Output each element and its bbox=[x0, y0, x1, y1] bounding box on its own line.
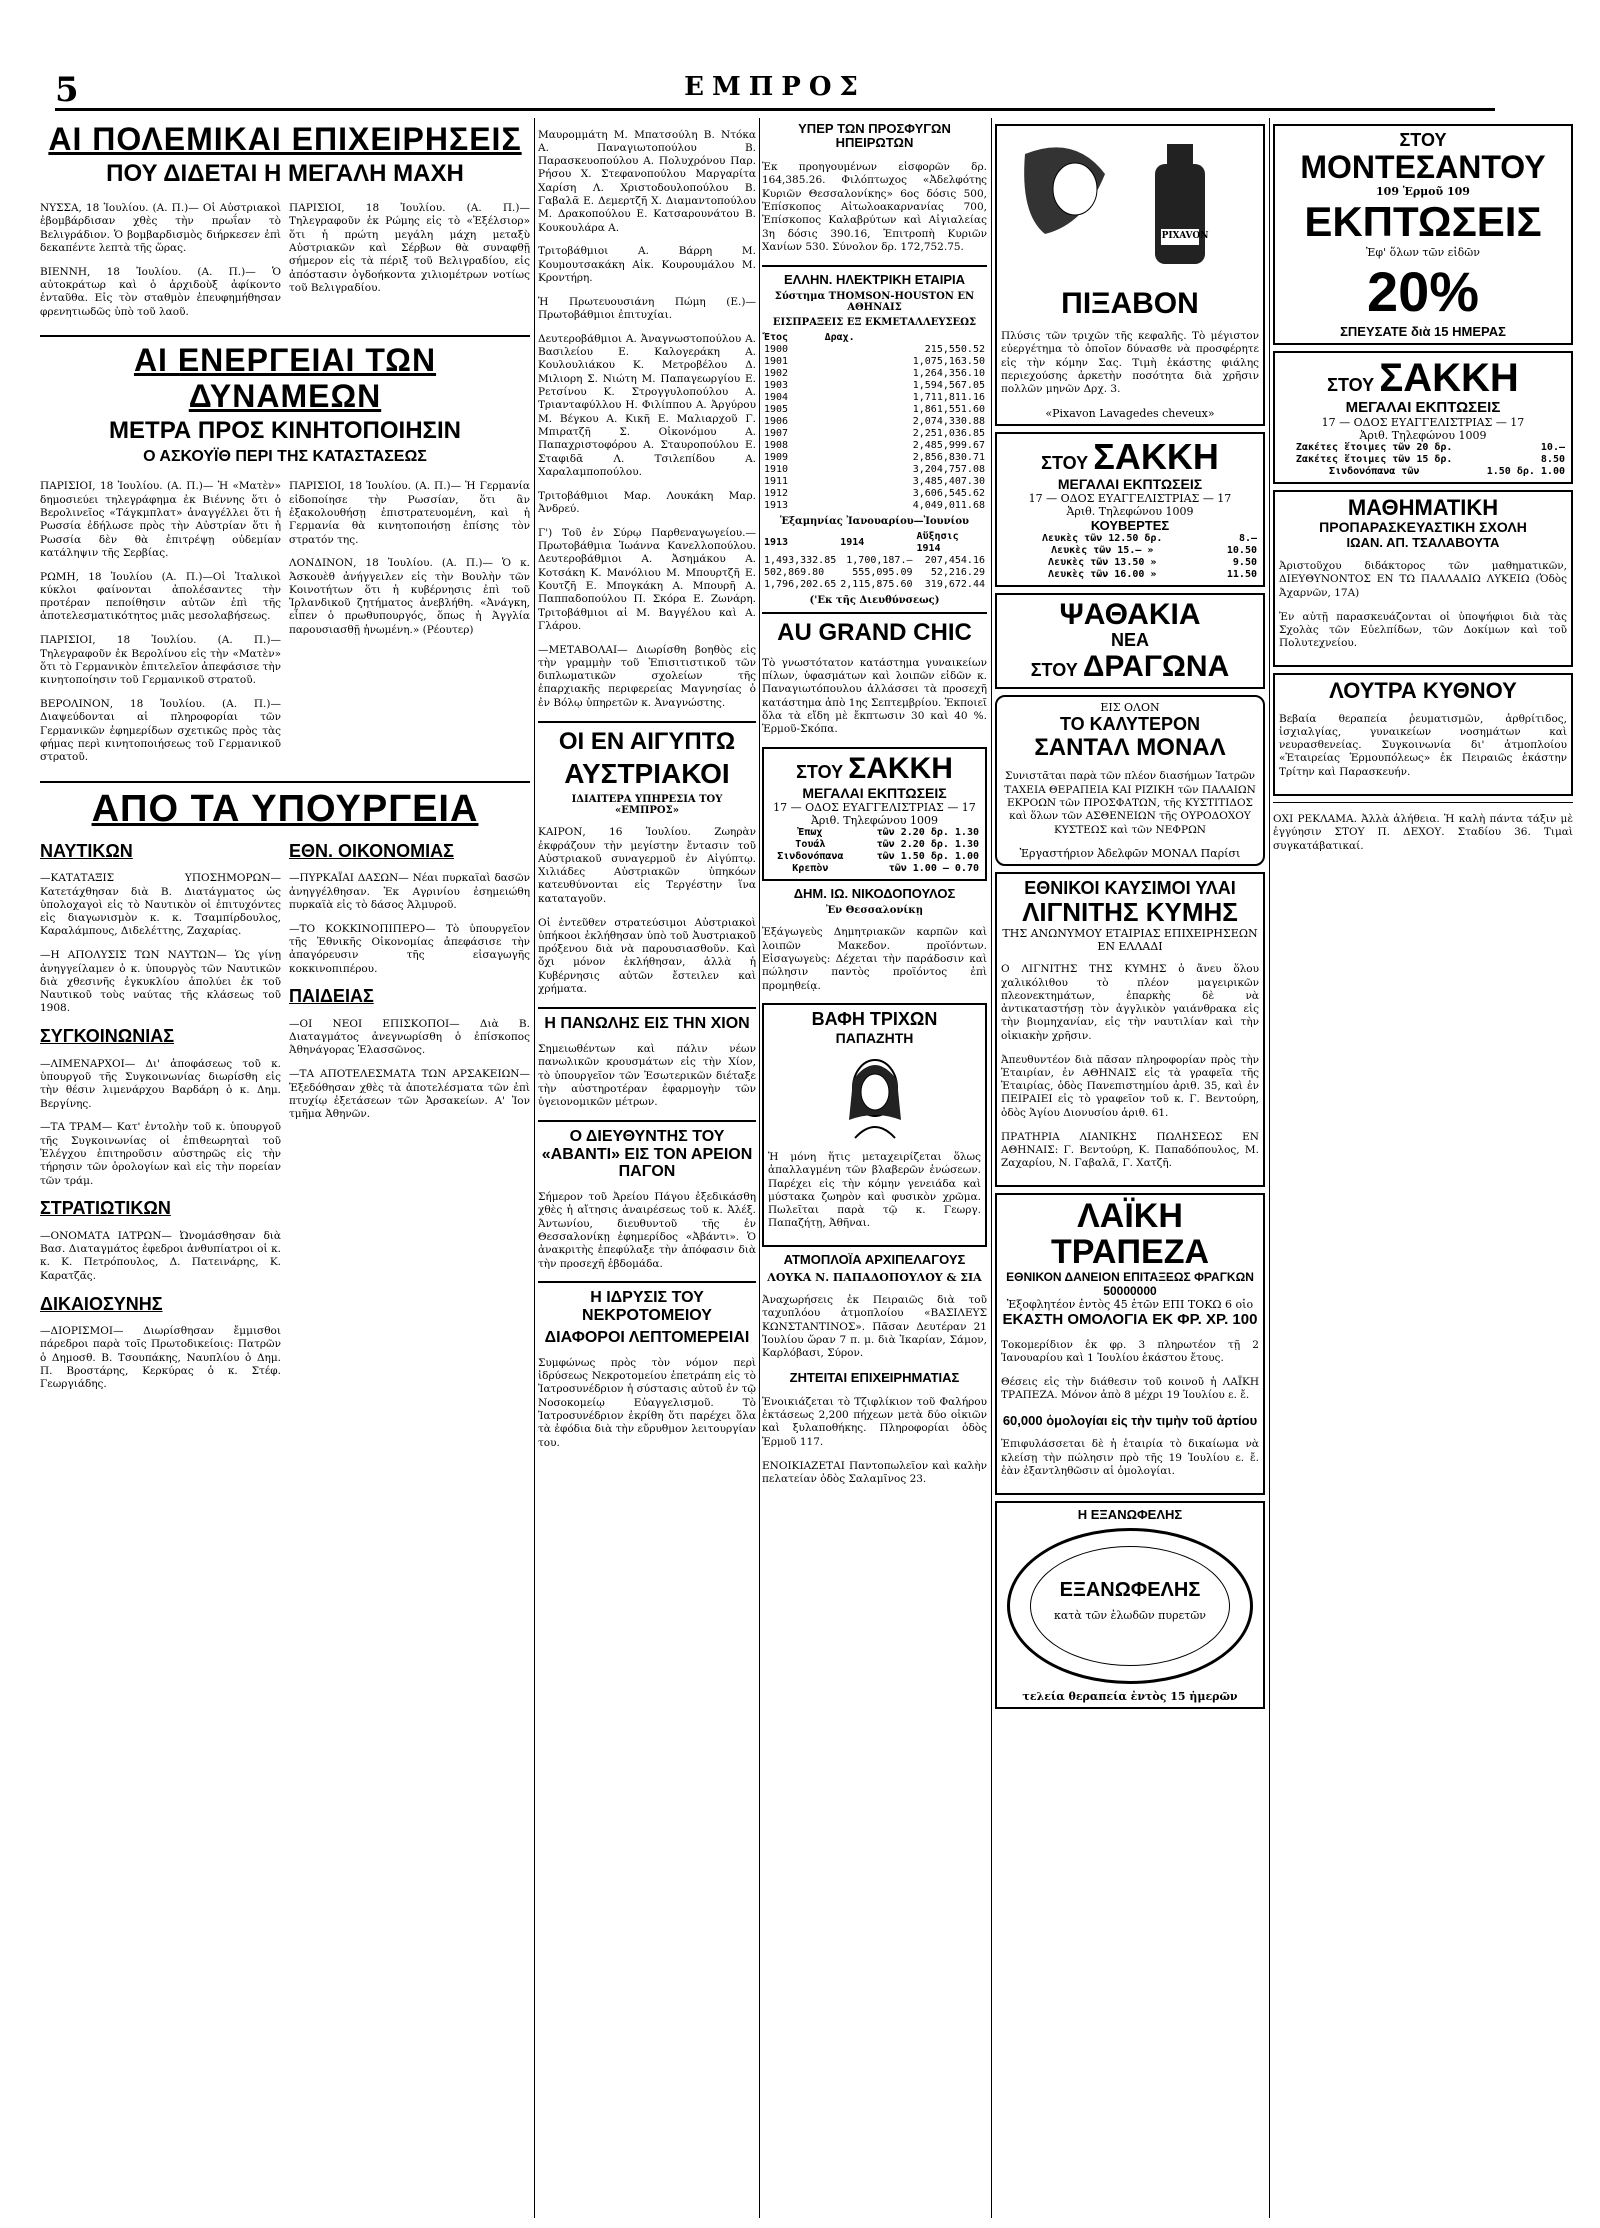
column-rule bbox=[991, 118, 992, 2218]
table-cell: 3,204,757.08 bbox=[912, 463, 985, 475]
table-cell: 207,454.16 bbox=[924, 554, 985, 566]
headline-morgue: Η ΙΔΡΥΣΙΣ ΤΟΥ ΝΕΚΡΟΤΟΜΕΙΟΥ bbox=[582, 1289, 712, 1325]
ad-psathakia bbox=[995, 593, 1265, 689]
ad-headline: ΕΚΠΤΩΣΕΙΣ bbox=[1304, 197, 1542, 245]
column-3 bbox=[762, 118, 987, 2218]
table-cell: 1,861,551.60 bbox=[912, 403, 985, 415]
table-cell: 1903 bbox=[764, 379, 789, 391]
price-row bbox=[768, 827, 981, 839]
ad-kythnos-baths bbox=[1273, 673, 1573, 796]
ad-discount: 20% bbox=[1366, 259, 1480, 323]
receipts-row bbox=[762, 416, 987, 428]
article-paragraph: ΠΑΡΙΣΙΟΙ, 18 Ἰουλίου. (Α. Π.)— Τηλεγραφοῦν ἐκ Ρώμης εἰς τὸ «Ἐξέλσιορ» ὅτι ἡ πρώτη μεγάλη μάχη μεταξὺ Αὐστριακῶν καὶ Σέρβων θὰ συναφθῇ σήμερον εἰς τὰ πέριξ τοῦ Βελιγραδίου, εἰς ἀπόστασιν ὀγδοήκοντα χιλιομέτρων νοτίως τοῦ Βελιγραδίου. bbox=[289, 202, 530, 294]
price-row bbox=[1279, 454, 1567, 466]
article-paragraph: Τὸ γνωστότατον κατάστημα γυναικείων πίλων, ὑφασμάτων καὶ λοιπῶν εἰδῶν κ. Παναγιωτόπουλου ἀλλάσσει τὰ προσεχῆ κατάστημα ἀπὸ 1ης Σεπτεμβρίου. Ἐκποιεῖ ὅλα τὰ εἴδη μὲ ἔκπτωσιν 30 καὶ 40 %. Ἑρμοῦ-Σκόπα. bbox=[762, 656, 987, 736]
masthead bbox=[55, 70, 1495, 111]
article-paragraph: —ΠΥΡΚΑΪΑΙ ΔΑΣΩΝ— Νέαι πυρκαϊαὶ δασῶν ἀνηγγέλθησαν. Ἐκ Αγρινίου ἐσημειώθη πυρκαϊὰ εἰς τὸ δάσος Ἀλμυροῦ. bbox=[289, 872, 530, 911]
article-powers-actions bbox=[40, 470, 530, 775]
ad-brand: ΠΙΞΑΒΟΝ bbox=[1061, 287, 1199, 320]
table-cell: Κρεπὸν bbox=[792, 862, 829, 874]
table-cell: 1911 bbox=[764, 475, 789, 487]
table-cell: 10.50 bbox=[1226, 544, 1257, 556]
ad-exanofelis bbox=[995, 1501, 1265, 1709]
table-cell: 1913 bbox=[764, 499, 789, 511]
article-paragraph: —ΤΑ ΤΡΑΜ— Κατ' ἐντολὴν τοῦ κ. ὑπουργοῦ τῆς Συγκοινωνίας οἱ ἐπιθεωρηταὶ τοῦ Ἐλέγχου ἐπιτηροῦσιν αὐστηρῶς εἰς τὴν τήρησιν τῶν ὁρολογίων καὶ εἰς τὴν πορείαν τῶν τράμ. bbox=[40, 1121, 281, 1187]
ad-subtitle: ΝΕΑ bbox=[1110, 630, 1149, 651]
table-cell: 4,049,011.68 bbox=[912, 499, 985, 511]
page-number: 5 bbox=[55, 70, 79, 110]
woman-portrait-illustration bbox=[835, 1050, 915, 1140]
ad-montesantou bbox=[1273, 124, 1573, 345]
table-cell: τῶν 2.20 δρ. 1.30 bbox=[876, 838, 979, 850]
article-paragraph: Οἱ ἐντεῦθεν στρατεύσιμοι Αὐστριακοὶ ὑπήκοοι ἐκλήθησαν ὑπὸ τοῦ Ἀυστριακοῦ πρόξενου διὰ νὰ παρουσιασθοῦν. Καὶ ὅχι μόνον ἐκλήθησαν, ἀλλὰ ἡ Κυβέρνησις αὐτῶν ἔστειλεν καὶ χρήματα. bbox=[538, 916, 756, 996]
table-cell: 2,251,036.85 bbox=[912, 427, 985, 439]
ad-address: 17 — ΟΔΟΣ ΕΥΑΓΓΕΛΙΣΤΡΙΑΣ — 17 bbox=[1028, 491, 1232, 505]
ad-text: Ἐπιφυλάσσεται δὲ ἡ ἑταιρία τὸ δικαίωμα νὰ κλείσῃ τὴν πώλησιν πρὸ τῆς 19 Ἰουλίου ε. ἔ. ἐὰν ἐξαντληθῶσιν αἱ ὁμολογίαι. bbox=[1001, 1438, 1259, 1478]
receipts-row bbox=[762, 464, 987, 476]
ad-footer: «Pixavon Lavagedes cheveux» bbox=[1045, 406, 1215, 420]
ad-hair-dye bbox=[762, 1003, 987, 1247]
price-row bbox=[768, 851, 981, 863]
receipts-row bbox=[762, 500, 987, 512]
divider bbox=[40, 781, 530, 783]
table-cell: 1,700,187.— bbox=[846, 554, 913, 566]
ad-phone: Ἀριθ. Τηλεφώνου 1009 bbox=[810, 813, 939, 827]
ad-label: ΣΤΟΥ bbox=[796, 762, 844, 783]
table-cell: Λευκὲς τῶν 15.— » bbox=[1051, 544, 1154, 556]
article-paragraph: ΒΙΕΝΝΗ, 18 Ἰουλίου. (Α. Π.)— Ὁ αὐτοκράτωρ καὶ ὁ ἀρχιδοὺξ ἀφίκοντο ἐνταῦθα. Εἰς τὸν σταθμὸν ἐπευφημήθησαν φρενητιωδῶς ὑπὸ τοῦ λαοῦ. bbox=[40, 265, 281, 318]
article-paragraph: —ΜΕΤΑΒΟΛΑΙ— Διωρίσθη βοηθὸς εἰς τὴν γραμμὴν τοῦ Ἐπισιτιστικοῦ τῶν διπλωματικῶν σχολείων τῆς ἐπαρχιακῆς περιφερείας Μαγνησίας ὁ ἐν Βόλῳ ὑπηρετῶν κ. Ἀναγνώστης. bbox=[538, 643, 756, 709]
headline-electric-company: ΕΛΛΗΝ. ΗΛΕΚΤΡΙΚΗ ΕΤΑΙΡΙΑ bbox=[783, 271, 966, 287]
headline-war-operations: ΑΙ ΠΟΛΕΜΙΚΑΙ ΕΠΙΧΕΙΡΗΣΕΙΣ bbox=[48, 121, 522, 157]
section-communications: ΣΥΓΚΟΙΝΩΝΙΑΣ bbox=[40, 1026, 175, 1047]
article-paragraph: Δευτεροβάθμιοι Α. Ἀναγνωστοπούλου Α. Βασιλείου Ε. Καλογεράκη Α. Κουλουλιάκου Κ. Μετροβέλου Δ. Μιλιορη Σ. Νιώτη Μ. Παπαγεωργίου Ε. Ρετσίνου Κ. Στρογγυλοπούλου Α. Τριανταφύλλου Η. Φιλίππου Α. Ἀργύρου Μ. Βέγκου Α. Κικῆ Ε. Μαλιαρχοῦ Γ. Μπιρατζῆ Σ. Οἰκονόμου Α. Παπαχριστοφόρου Α. Σταυροπούλου Ε. Σταφιδᾶ Λ. Τσιλεπίδου Α. Χαραλαμποπούλου. bbox=[538, 332, 756, 478]
article-paragraph: Ἡ Πρωτευουσιάνη Πώμη (Ε.)—Πρωτοβάθμιοι ἐπιτυχίαι. bbox=[538, 295, 756, 322]
divider bbox=[538, 1281, 756, 1283]
table-header-cell: Αὔξησις 1914 bbox=[916, 530, 959, 554]
price-row bbox=[768, 863, 981, 875]
ad-price-table bbox=[1001, 533, 1259, 581]
ad-text: Τοκομερίδιον ἐκ φρ. 3 πληρωτέον τῇ 2 Ἰανουαρίου καὶ 1 Ἰουλίου ἑκάστου ἔτους. bbox=[1001, 1338, 1259, 1365]
receipts-row bbox=[762, 452, 987, 464]
ad-text: Ἐφ' ὅλων τῶν εἰδῶν bbox=[1366, 245, 1480, 259]
section-justice: ΔΙΚΑΙΟΣΥΝΗΣ bbox=[40, 1293, 163, 1314]
ad-brand: ΣΑΝΤΑΛ ΜΟΝΑΛ bbox=[1034, 733, 1226, 761]
article-paragraph: Σημειωθέντων καὶ πάλιν νέων πανωλικῶν κρουσμάτων εἰς τὴν Χίον, τὸ ὑπουργεῖον τῶν Ἐσωτερικῶν διέταξε τὴν αὐστηροτέραν ἐφαρμογὴν τῶν ὑγειονομικῶν μέτρων. bbox=[538, 1042, 756, 1109]
ad-brand: ΣΑΚΚΗ bbox=[848, 752, 953, 786]
ad-sakki-2 bbox=[995, 432, 1265, 587]
subhead-special-service: ΙΔΙΑΙΤΕΡΑ ΥΠΗΡΕΣΙΑ ΤΟΥ «ΕΜΠΡΟΣ» bbox=[571, 793, 723, 816]
section-military: ΣΤΡΑΤΙΩΤΙΚΩΝ bbox=[40, 1198, 171, 1219]
article-war-operations bbox=[40, 192, 530, 330]
semester-table bbox=[762, 531, 987, 591]
ad-title: ΒΑΦΗ ΤΡΙΧΩΝ bbox=[811, 1009, 938, 1030]
seal-text: κατὰ τῶν ἑλωδῶν πυρετῶν bbox=[1054, 1608, 1206, 1622]
ad-title: ΛΑΪΚΗ ΤΡΑΠΕΖΑ bbox=[1050, 1196, 1210, 1271]
ad-category: ΚΟΥΒΕΡΤΕΣ bbox=[1090, 517, 1170, 533]
ad-text: Συνιστᾶται παρὰ τῶν πλέον διασήμων Ἰατρῶν ΤΑΧΕΙΑ ΘΕΡΑΠΕΙΑ ΚΑΙ ΡΙΖΙΚΗ τῶν ΠΑΛΑΙΩΝ ΕΚΡΟΩΝ τῶν ΠΡΟΣΦΑΤΩΝ, τῆς ΚΥΣΤΙΤΙΔΟΣ καὶ ὅλων τῶν ΑΣΘΕΝΕΙΩΝ τῆς ΟΥΡΟΔΟΧΟΥ ΚΥΣΤΕΩΣ καὶ τῶν ΝΕΦΡΩΝ bbox=[1004, 770, 1256, 836]
article-paragraph: Ἐξάγωγεὺς Δημητριακῶν καρπῶν καὶ λοιπῶν Μακεδον. προϊόντων. Εἰσαγωγεὺς: Δέχεται τὴν παράδοσιν καὶ πώλησιν παντὸς προϊόντος ἐπὶ προμηθείᾳ. bbox=[762, 926, 987, 992]
source-note: ('Εκ τῆς Διευθύνσεως) bbox=[809, 594, 940, 606]
subhead-thessaloniki: Ἐν Θεσσαλονίκῃ bbox=[825, 904, 924, 916]
article-paragraph: Τριτοβάθμιοι Μαρ. Λουκάκη Μαρ. Ἀνδρεύ. bbox=[538, 489, 756, 515]
ad-label: ΣΤΟΥ bbox=[1327, 374, 1375, 395]
table-cell: 11.50 bbox=[1226, 568, 1257, 580]
table-cell: 1912 bbox=[764, 487, 789, 499]
ad-text: Ἀπευθυντέον διὰ πᾶσαν πληροφορίαν πρὸς τὴν Ἑταιρίαν, ἐν ΑΘΗΝΑΙΣ εἰς τὰ γραφεῖα τῆς Ἑταιρίας, ὁδὸς Πανεπιστημίου ἀριθ. 35, καὶ ἐν ΠΕΙΡΑΙΕΙ εἰς τὸ γραφεῖον τοῦ κ. Γ. Βεντούρη, ὁδὸς Ἁγίου Διονυσίου ἀριθ. 61. bbox=[1001, 1053, 1259, 1119]
subhead-asquith: Ο ΑΣΚΟΥΪΘ ΠΕΡΙ ΤΗΣ ΚΑΤΑΣΤΑΣΕΩΣ bbox=[143, 448, 427, 466]
table-cell: 9.50 bbox=[1232, 556, 1257, 568]
table-cell: 1900 bbox=[764, 343, 789, 355]
table-cell: 1,264,356.10 bbox=[912, 367, 985, 379]
price-row bbox=[1001, 569, 1259, 581]
ministries-section bbox=[40, 835, 530, 1402]
table-cell: Σινδονόπανα bbox=[777, 850, 844, 862]
table-cell: 1909 bbox=[764, 451, 789, 463]
price-row bbox=[1001, 545, 1259, 557]
ad-address: 17 — ΟΔΟΣ ΕΥΑΓΓΕΛΙΣΤΡΙΑΣ — 17 bbox=[773, 800, 976, 814]
table-cell: 555,095.09 bbox=[852, 566, 913, 578]
newspaper-title: ΕΜΠΡΟΣ bbox=[684, 72, 866, 102]
semester-row bbox=[762, 579, 987, 591]
article-paragraph: ΡΩΜΗ, 18 Ἰουλίου (Α. Π.)—Οἱ Ἰταλικοὶ κύκλοι φαίνονται ἀπολέσαντες τὴν προτέραν πεποίθησιν αὐτῶν ἐπὶ τῆς ἀποτελεσματικότητος μιᾶς μεσολαβήσεως. bbox=[40, 570, 281, 623]
table-cell: 1902 bbox=[764, 367, 789, 379]
ad-label: ΣΤΟΥ bbox=[1030, 660, 1078, 681]
receipts-row bbox=[762, 488, 987, 500]
ad-laiki-bank bbox=[995, 1193, 1265, 1495]
article-paragraph: —Η ΑΠΟΛΥΣΙΣ ΤΩΝ ΝΑΥΤΩΝ— Ὡς γίνῃ ἀνηγγείλαμεν ὁ κ. ὑπουργὸς τῶν Ναυτικῶν διὰ χθεσινῆς ἐγκυκλίου ἀπολύει ἐκ τοῦ Ναυτικοῦ τοὺς ναύτας τῆς κλάσεως τοῦ 1908. bbox=[40, 949, 281, 1015]
pixavon-illustration bbox=[1015, 134, 1245, 284]
subhead-great-battle: ΠΟΥ ΔΙΔΕΤΑΙ Η ΜΕΓΑΛΗ ΜΑΧΗ bbox=[106, 160, 464, 188]
article-paragraph: —ΔΙΟΡΙΣΜΟΙ— Διωρίσθησαν ἔμμισθοι πάρεδροι παρὰ τοῖς Πρωτοδικείοις: Πατρῶν ὁ Δημοσθ. Β. Τσουπάκης, Ναυπλίου ὁ Δημ. Π. Βροστάρης, Κερκύρας ὁ κ. Στέφ. Γεωργιάδης. bbox=[40, 1325, 281, 1391]
subhead-details: ΔΙΑΦΟΡΟΙ ΛΕΠΤΟΜΕΡΕΙΑΙ bbox=[544, 1328, 750, 1346]
ad-offer: 60,000 ὁμολογίαι εἰς τὴν τιμὴν τοῦ ἀρτίου bbox=[1002, 1412, 1258, 1428]
article-paragraph: Μαυρομμάτη Μ. Μπατσούλη Β. Ντόκα Α. Παναγιωτοπούλου Β. Παρασκευοπούλου Α. Πολυχρόνου Παρ. Ρήσου Χ. Στεφανοπούλου Μαργαρίτα Χαρίση Λ. Χριστοδουλοπούλου Β. Γαβαλᾶ Ε. Δεμερτζῆ Χ. Διαμαντοπούλου Μ. Δρακοπούλου Ε. Κατσαρουνάτου Β. Κουκουλάρα Α. bbox=[538, 128, 756, 234]
table-cell: 319,672.44 bbox=[924, 578, 985, 590]
section-education: ΠΑΙΔΕΙΑΣ bbox=[289, 986, 374, 1007]
ad-text: Ἐν αὐτῇ παρασκευάζονται οἱ ὑποψήφιοι διὰ τὰς Σχολὰς τῶν Εὐελπίδων, τῶν Δοκίμων καὶ τοῦ Πολυτεχνείου. bbox=[1279, 610, 1567, 650]
ad-label: ΣΤΟΥ bbox=[1041, 452, 1089, 473]
table-cell: τῶν 2.20 δρ. 1.30 bbox=[876, 826, 979, 838]
divider bbox=[538, 1007, 756, 1009]
ad-subtitle: ΕΘΝΙΚΟΝ ΔΑΝΕΙΟΝ ΕΠΙΤΑΞΕΩΣ ΦΡΑΓΚΩΝ 50000000 bbox=[1006, 1270, 1254, 1299]
ad-address: 17 — ΟΔΟΣ ΕΥΑΓΓΕΛΙΣΤΡΙΑΣ — 17 bbox=[1321, 415, 1525, 429]
table-header-cell: Ἔτος bbox=[764, 331, 789, 343]
headline-grand-chic: AU GRAND CHIC bbox=[777, 618, 972, 646]
article-paragraph: Ἐνοικιάζεται τὸ Τζιφλίκιον τοῦ Φαλήρου ἐκτάσεως 2,200 πήχεων μετὰ δύο οἰκιῶν καὶ ξυλαποθήκης. Πληροφορίαι ὁδὸς Ἑρμοῦ 117. bbox=[762, 1395, 987, 1448]
table-header-row bbox=[762, 531, 987, 555]
ad-text: ΟΧΙ ΡΕΚΛΑΜΑ. Ἀλλὰ ἀλήθεια. Ἡ καλὴ πάντα τάξιν μὲ ἐγγύησιν ΣΤΟΥ Π. ΔΕΧΟΥ. Σταδίου 36. Τιμαὶ συγκατάβατικαί. bbox=[1273, 813, 1573, 852]
seal-brand: ΕΞΑΝΩΦΕΛΗΣ bbox=[1059, 1578, 1201, 1601]
article-paragraph: —ΟΙ ΝΕΟΙ ΕΠΙΣΚΟΠΟΙ— Διὰ Β. Διαταγμάτος ἀνεγνωρίσθη ὁ ἐπίσκοπος Ἀθηνάγορας Ἐλασσῶνος. bbox=[289, 1017, 530, 1057]
table-cell: Λευκὲς τῶν 12.50 δρ. bbox=[1042, 532, 1163, 544]
table-cell: 1901 bbox=[764, 355, 789, 367]
headline-powers-actions: ΑΙ ΕΝΕΡΓΕΙΑΙ ΤΩΝ ΔΥΝΑΜΕΩΝ bbox=[133, 342, 437, 414]
semester-row bbox=[762, 555, 987, 567]
article-paragraph: ΠΑΡΙΣΙΟΙ, 18 Ἰουλίου. (Α. Π.)— Ἡ «Ματὲν» δημοσιεύει τηλεγράφημα ἐκ Βιέννης ὅτι ὁ Βερολινεῖος «Τάγκμπλατ» ἀναγγέλλει ὅτι ἡ Ρωσσία ἐδήλωσε πρὸς τὴν Αὐστρίαν ὅτι ἡ Ρωσσία δὲν θὰ ἐπιτρέψῃ οὐδεμίαν κατάληψιν τῆς Σερβίας. bbox=[40, 480, 281, 559]
price-row bbox=[1001, 557, 1259, 569]
divider bbox=[40, 335, 530, 337]
table-header-cell: 1913 bbox=[764, 536, 789, 548]
article-paragraph: —ΟΝΟΜΑΤΑ ΙΑΤΡΩΝ— Ὠνομάσθησαν διὰ Βασ. Διαταγμάτος ἐφεδροι ἀνθυπίατροι οἱ κ. κ. Κ. Πετρόπουλος, Δ. Πατεινάρης, Κ. Καρατζᾶς. bbox=[40, 1229, 281, 1282]
ad-brand: ΣΑΚΚΗ bbox=[1379, 355, 1519, 400]
table-cell: 1,796,202.65 bbox=[764, 578, 837, 590]
table-cell: 1907 bbox=[764, 427, 789, 439]
table-cell: 8.— bbox=[1238, 532, 1257, 544]
divider bbox=[762, 265, 987, 267]
ad-santal-monal bbox=[995, 695, 1265, 867]
table-header-cell: Δραχ. bbox=[824, 331, 855, 343]
table-cell: 2,856,830.71 bbox=[912, 451, 985, 463]
table-cell: 1908 bbox=[764, 439, 789, 451]
ad-subtitle: ΜΕΓΑΛΑΙ ΕΚΠΤΩΣΕΙΣ bbox=[1345, 398, 1501, 416]
ad-title: Η ΕΞΑΝΩΦΕΛΗΣ bbox=[1077, 1506, 1183, 1522]
receipts-row bbox=[762, 368, 987, 380]
ad-brand: ΣΑΚΚΗ bbox=[1093, 435, 1219, 477]
headline-austrians: ΑΥΣΤΡΙΑΚΟΙ bbox=[564, 757, 730, 789]
ad-price-table bbox=[768, 827, 981, 875]
receipts-row bbox=[762, 380, 987, 392]
ad-footer: ΣΠΕΥΣΑΤΕ διὰ 15 ΗΜΕΡΑΣ bbox=[1340, 323, 1506, 339]
table-header-row bbox=[762, 332, 987, 344]
ad-price-table bbox=[1279, 442, 1567, 478]
column-rule bbox=[1269, 118, 1270, 2218]
article-paragraph: Σήμερον τοῦ Ἀρείου Πάγου ἐξεδικάσθη χθὲς ἡ αἴτησις ἀναιρέσεως τοῦ κ. Ἀλέξ. Ἀντωνίου, διευθυντοῦ τῆς ἐν Θεσσαλονίκῃ ἐφημερίδος «Ἀβάντι». Ὁ ἀνακριτὴς ἐπεφύλαξε τὴν ἀπόφασιν διὰ τὴν προσεχῆ ἑβδομάδα. bbox=[538, 1191, 756, 1270]
ad-brand: ΔΡΑΓΩΝΑ bbox=[1082, 650, 1230, 684]
receipts-row bbox=[762, 428, 987, 440]
column-1 bbox=[40, 118, 530, 2218]
table-cell: 1,493,332.85 bbox=[764, 554, 837, 566]
column-5 bbox=[1273, 118, 1573, 2218]
table-cell: 3,606,545.62 bbox=[912, 487, 985, 499]
article-paragraph: Ἡ μόνη ἥτις μεταχειρίζεται ὅλως ἀπαλλαγμένη τῶν βλαβερῶν ἐνώσεων. Παρέχει εἰς τὴν κόμην γενειάδα καὶ μύστακα ζωηρὸν καὶ φυσικὸν χρῶμα. Πωλεῖται παρὰ τῷ κ. Γεωργ. Παπαζήτῃ, Ἀθῆναι. bbox=[768, 1150, 981, 1230]
table-cell: 1.50 δρ. 1.00 bbox=[1486, 465, 1565, 477]
ad-lignite bbox=[995, 872, 1265, 1186]
ad-phone: Ἀριθ. Τηλεφώνου 1009 bbox=[1359, 428, 1487, 442]
ad-title: ΜΑΘΗΜΑΤΙΚΗ bbox=[1347, 494, 1499, 520]
article-paragraph: Ἀναχωρήσεις ἐκ Πειραιῶς διὰ τοῦ ταχυπλόου ἀτμοπλοίου «ΒΑΣΙΛΕΥΣ ΚΩΝΣΤΑΝΤΙΝΟΣ». Πᾶσαν Δευτέραν 21 Ἰουλίου ὥραν 7 π. μ. διὰ Ἰκαρίαν, Σάμον, Καρλόβασι, Σύρον. bbox=[762, 1294, 987, 1360]
ad-phone: Ἀριθ. Τηλεφώνου 1009 bbox=[1066, 504, 1194, 518]
ad-name: ΙΩΑΝ. ΑΠ. ΤΣΑΛΑΒΟΥΤΑ bbox=[1346, 534, 1500, 550]
price-row bbox=[1279, 442, 1567, 454]
table-cell: 2,074,330.88 bbox=[912, 415, 985, 427]
ad-pixavon bbox=[995, 124, 1265, 426]
headline-refugees: ΥΠΕΡ ΤΩΝ ΠΡΟΣΦΥΓΩΝ ΗΠΕΙΡΩΤΩΝ bbox=[798, 121, 951, 151]
table-cell: 215,550.52 bbox=[924, 343, 985, 355]
table-cell: Λευκὲς τῶν 13.50 » bbox=[1048, 556, 1157, 568]
receipts-row bbox=[762, 440, 987, 452]
receipts-row bbox=[762, 476, 987, 488]
subhead-mobilization: ΜΕΤΡΑ ΠΡΟΣ ΚΙΝΗΤΟΠΟΙΗΣΙΝ bbox=[109, 416, 461, 444]
article-paragraph: Ἐκ προηγουμένων εἰσφορῶν δρ. 164,385.26. Φιλόπτωχος «Ἀδελφότης Κυριῶν Θεσσαλονίκης» 6ος δόσις 500, Ἐπίσκοπος Αἰτωλοακαρνανίας 700, Ἐπίσκοπος Καλαβρύτων καὶ Αἰγιαλείας 3η δόσις 390.16, Ἐπιτροπὴ Κυριῶν Χανίων 530. Σύνολον δρ. 172,752.75. bbox=[762, 161, 987, 253]
article-paragraph: —ΤΟ ΚΟΚΚΙΝΟΠΙΠΕΡΟ— Τὸ ὑπουργεῖον τῆς Ἐθνικῆς Οἰκονομίας ἀπεφάσισε τὴν ἀπαγόρευσιν τῆς εἰσαγωγῆς κοκκινοπιπέρου. bbox=[289, 922, 530, 975]
ad-headline: ΕΚΑΣΤΗ ΟΜΟΛΟΓΙΑ ΕΚ ΦΡ. ΧΡ. 100 bbox=[1002, 1311, 1258, 1329]
seal-inner-ring bbox=[1030, 1546, 1230, 1666]
table-cell: 1,075,163.50 bbox=[912, 355, 985, 367]
ad-text: Πλύσις τῶν τριχῶν τῆς κεφαλῆς. Τὸ μέγιστον εὐεργέτημα τὸ ὁποῖον δύνασθε νὰ προσφέρητε εἰς τὴν κόμην Σας. Τιμὴ ἑκάστης φιάλης περιεχούσης ἀρκετὴν ποσότητα διὰ χρῆσιν πολλῶν μηνῶν Δρχ. 3. bbox=[1001, 330, 1259, 396]
ad-brand: ΠΑΠΑΖΗΤΗ bbox=[835, 1030, 914, 1047]
subhead-receipts: ΕΙΣΠΡΑΞΕΙΣ ΕΞ ΕΚΜΕΤΑΛΛΕΥΣΕΩΣ bbox=[772, 316, 977, 328]
ad-brand: ΛΙΓΝΙΤΗΣ ΚΥΜΗΣ bbox=[1022, 897, 1238, 928]
ad-subtitle: ΠΡΟΠΑΡΑΣΚΕΥΑΣΤΙΚΗ ΣΧΟΛΗ bbox=[1319, 518, 1527, 535]
section-navy: ΝΑΥΤΙΚΩΝ bbox=[40, 840, 133, 861]
exanofelis-seal bbox=[1007, 1528, 1253, 1684]
ad-footer: Ἐργαστήριον Ἀδελφῶν ΜΟΝΑΛ Παρίσι bbox=[1019, 847, 1241, 861]
article-paragraph: Τριτοβάθμιοι Α. Βάρρη Μ. Κουμουτσακάκη Αἰκ. Κουρουμάλου Μ. Κροντήρη. bbox=[538, 245, 756, 284]
ad-text: Βεβαία θεραπεία ῥευματισμῶν, ἀρθρίτιδος, ἰσχιαλγίας, γυναικείων νοσημάτων καὶ νευρασθενείας. Συγκοινωνία δι' ἀτμοπλοίου «Ἑταιρείας Ἑρμουπόλεως» ἐκ Πειραιῶς ἑκάστην Τρίτην καὶ Παρασκευήν. bbox=[1279, 712, 1567, 778]
article-paragraph: Συμφώνως πρὸς τὸν νόμον περὶ ἱδρύσεως Νεκροτομείου ἐπετράπη εἰς τὸ Ἰατροσυνέδριον ἡ σύστασις αὐτοῦ ἐν τῷ Νοσοκομείῳ Εὐαγγελισμοῦ. Τὸ Ἰατροσυνέδριον ἐκρίθη ὅτι παρέχει ὅλα τὰ ἐφόδια διὰ τὴν εὔρυθμον λειτουργίαν του. bbox=[538, 1356, 756, 1449]
article-paragraph: ΕΝΟΙΚΙΑΖΕΤΑΙ Παντοπωλεῖον καὶ καλὴν πελατείαν ὁδὸς Σαλαμῖνος 23. bbox=[762, 1459, 987, 1485]
table-cell: 8.50 bbox=[1540, 453, 1565, 465]
receipts-row bbox=[762, 404, 987, 416]
table-cell: 3,485,407.30 bbox=[912, 475, 985, 487]
divider bbox=[538, 1120, 756, 1122]
subhead-papadopoulos: ΛΟΥΚΑ Ν. ΠΑΠΑΔΟΠΟΥΛΟΥ & ΣΙΑ bbox=[767, 1270, 982, 1284]
table-cell: Λευκὲς τῶν 16.00 » bbox=[1048, 568, 1157, 580]
headline-egypt: ΟΙ ΕΝ ΑΙΓΥΠΤΩ bbox=[558, 727, 736, 755]
table-cell: 1910 bbox=[764, 463, 789, 475]
ad-text: ΠΡΑΤΗΡΙΑ ΛΙΑΝΙΚΗΣ ΠΩΛΗΣΕΩΣ ΕΝ ΑΘΗΝΑΙΣ: Γ. Βεντούρη, Κ. Παπαδόπουλος, Μ. Ζαχαρίου, Ν. Γαβαλᾶ, Γ. Χατζῆ. bbox=[1001, 1130, 1259, 1170]
divider bbox=[538, 721, 756, 723]
table-cell: 502,869.80 bbox=[764, 566, 825, 578]
ad-title: ΛΟΥΤΡΑ ΚΥΘΝΟΥ bbox=[1329, 677, 1517, 703]
receipts-row bbox=[762, 392, 987, 404]
ad-title: ΕΘΝΙΚΟΙ ΚΑΥΣΙΜΟΙ ΥΛΑΙ bbox=[1024, 878, 1236, 899]
ad-footer: τελεία θεραπεία ἐντὸς 15 ἡμερῶν bbox=[1022, 1689, 1238, 1703]
ad-title: ΨΑΘΑΚΙΑ bbox=[1059, 597, 1201, 631]
table-cell: 2,115,875.60 bbox=[840, 578, 913, 590]
price-row bbox=[768, 839, 981, 851]
article-paragraph: ΝΥΣΣΑ, 18 Ἰουλίου. (Α. Π.)— Οἱ Αὐστριακοὶ ἐβομβάρδισαν χθὲς τὴν πρωΐαν τὸ Βελιγράδιον. Ὁ βομβαρδισμὸς διήρκεσεν ἐπὶ δεκαπέντε λεπτὰ τῆς ὥρας. bbox=[40, 202, 281, 254]
table-cell: 2,485,999.67 bbox=[912, 439, 985, 451]
divider bbox=[762, 612, 987, 614]
ad-brand: ΜΟΝΤΕΣΑΝΤΟΥ bbox=[1300, 149, 1546, 185]
ad-address: 109 Ἑρμοῦ 109 bbox=[1376, 184, 1470, 198]
article-paragraph: Γ') Τοῦ ἐν Σύρῳ Παρθεναγωγείου.—Πρωτοβάθμια Ἰωάννα Κανελλοπούλου. Δευτεροβάθμιοι Α. Ἀσημάκου Α. Κοτσάκη Κ. Μανόλιου Μ. Μπουρτζῆ Ε. Κουτζῆ Ε. Μπογκάκη Α. Μπουρῆ Α. Παππαδοπούλου Π. Σκόρα Ε. Ζωνάρη. Τριτοβάθμιοι αἱ Μ. Βαγγέλου καὶ Α. Γλάρου. bbox=[538, 526, 756, 632]
column-2 bbox=[538, 118, 756, 2218]
semester-row bbox=[762, 567, 987, 579]
table-cell: Ζακέτες ἕτοιμες τῶν 20 δρ. bbox=[1295, 441, 1453, 453]
article-paragraph: —ΤΑ ΑΠΟΤΕΛΕΣΜΑΤΑ ΤΩΝ ΑΡΣΑΚΕΙΩΝ— Ἐξεδόθησαν χθὲς τὰ ἀποτελέσματα τῶν ἐπὶ πτυχίῳ ἐξετάσεων τῶν Ἀρσακείων. Α' Ἰον τμῆμα Ἀθηνῶν. bbox=[289, 1068, 530, 1121]
column-4 bbox=[995, 118, 1265, 2218]
table-cell: Σινδονόπανα τῶν bbox=[1329, 465, 1420, 477]
article-paragraph: ΚΑΙΡΟΝ, 16 Ἰουλίου. Ζωηρὰν ἐκφράζουν τὴν μεγίστην ἔντασιν τοῦ Αὐστριακοῦ συναγερμοῦ ἐν Αἰγύπτῳ. Χιλιάδες Αὐστριακῶν ὑπηκόων κατευθύνονται εἰς Τεργέστην ἵνα καταταγοῦν. bbox=[538, 826, 756, 905]
table-cell: Ζακέτες ἕτοιμες τῶν 15 δρ. bbox=[1295, 453, 1453, 465]
headline-plague-chios: Η ΠΑΝΩΛΗΣ ΕΙΣ ΤΗΝ ΧΙΟΝ bbox=[544, 1014, 750, 1032]
section-national-economy: ΕΘΝ. ΟΙΚΟΝΟΜΙΑΣ bbox=[289, 840, 454, 861]
table-cell: 1,711,811.16 bbox=[912, 391, 985, 403]
price-row bbox=[1001, 533, 1259, 545]
table-cell: τῶν 1.50 δρ. 1.00 bbox=[876, 850, 979, 862]
headline-nikodopoulos: ΔΗΜ. ΙΩ. ΝΙΚΟΔΟΠΟΥΛΟΣ bbox=[793, 885, 956, 901]
ad-sakki-3 bbox=[1273, 351, 1573, 484]
article-paragraph: ΠΑΡΙΣΙΟΙ, 18 Ἰουλίου. (Α. Π.)— Τηλεγραφοῦν ἐκ Βερολίνου εἰς τὴν «Ματὲν» ὅτι τὸ Γερμανικὸν ἐπιτελεῖον ἀπεφάσισε τὴν κινητοποίησιν τοῦ Γερμανικοῦ στρατοῦ. bbox=[40, 634, 281, 687]
column-rule bbox=[534, 118, 535, 2218]
column-rule bbox=[759, 118, 760, 2218]
ad-sakki-1 bbox=[762, 747, 987, 881]
ad-text: Ἀριστοῦχου διδάκτορος τῶν μαθηματικῶν, ΔΙΕΥΘΥΝΟΝΤΟΣ ΕΝ ΤΩ ΠΑΛΛΑΔΙΩ ΛΥΚΕΙΩ (Ὁδὸς Ἀχαρνῶν, 17Α) bbox=[1279, 560, 1567, 599]
table-cell: 52,216.29 bbox=[930, 566, 985, 578]
table-cell: 10.— bbox=[1540, 441, 1565, 453]
headline-steamship: ΑΤΜΟΠΛΟΪΑ ΑΡΧΙΠΕΛΑΓΟΥΣ bbox=[783, 1252, 966, 1268]
table-cell: τῶν 1.00 — 0.70 bbox=[888, 862, 979, 874]
table-cell: 1906 bbox=[764, 415, 789, 427]
article-paragraph: —ΛΙΜΕΝΑΡΧΟΙ— Δι' ἀποφάσεως τοῦ κ. ὑπουργοῦ τῆς Συγκοινωνίας διωρίσθη εἰς τὴν θέσιν λιμενάρχου Βαρδάρη ὁ κ. Δημ. Βεργίνης. bbox=[40, 1057, 281, 1110]
article-paragraph: ΛΟΝΔΙΝΟΝ, 18 Ἰουλίου. (Α. Π.)— Ὁ κ. Ἀσκουὲθ ἀνήγγειλεν εἰς τὴν Βουλὴν τῶν Κοινοτήτων ὅτι ἡ κυβέρνησις ἐπὶ τοῦ Ἰρλανδικοῦ ζητήματος ἀνεβλήθη. «Ἀνάγκη, εἶπεν ὁ πρωθυπουργός, ὅπως ἡ Ἀγγλία παρουσιασθῇ ἡνωμένη.» (Ρέουτερ) bbox=[289, 557, 530, 636]
ad-subtitle: ΜΕΓΑΛΑΙ ΕΚΠΤΩΣΕΙΣ bbox=[1057, 475, 1203, 492]
headline-ministries: ΑΠΟ ΤΑ ΥΠΟΥΡΓΕΙΑ bbox=[91, 787, 479, 830]
divider bbox=[1273, 802, 1573, 803]
ad-label: ΣΤΟΥ bbox=[1399, 130, 1447, 150]
ad-subtitle: ΜΕΓΑΛΑΙ ΕΚΠΤΩΣΕΙΣ bbox=[802, 784, 947, 801]
table-cell: Τουάλ bbox=[795, 838, 826, 850]
ad-label: ΕΙΣ ΟΛΟΝ bbox=[1100, 700, 1160, 714]
table-cell: 1905 bbox=[764, 403, 789, 415]
table-cell: Ἐπωχ bbox=[798, 826, 823, 838]
article-paragraph: ΒΕΡΟΛΙΝΟΝ, 18 Ἰουλίου. (Α. Π.)— Διαψεύδονται αἱ πληροφορίαι τῶν Γερμανικῶν ἐφημερίδων σχετικῶς πρὸς τὰς φήμας περὶ κινητοποιήσεως τοῦ Γερμανικοῦ στρατοῦ. bbox=[40, 697, 281, 764]
ad-text: Ἐξοφλητέον ἐντὸς 45 ἐτῶν ΕΠΙ ΤΟΚΩ 6 οἰο bbox=[1006, 1298, 1254, 1312]
subhead-semester: Ἑξαμηνίας Ἰανουαρίου—Ἰουνίου bbox=[780, 515, 969, 527]
subhead-system: Σύστημα ΤΗΟΜSON-HOUSTON ΕΝ ΑΘΗΝΑΙΣ bbox=[774, 290, 975, 313]
receipts-row bbox=[762, 344, 987, 356]
table-cell: 1,594,567.05 bbox=[912, 379, 985, 391]
receipts-row bbox=[762, 356, 987, 368]
table-cell: 1904 bbox=[764, 391, 789, 403]
receipts-table bbox=[762, 332, 987, 512]
ad-text: Ο ΛΙΓΝΙΤΗΣ ΤΗΣ ΚΥΜΗΣ ὁ ἄνευ ὅλου χαλικόλιθου τὸ πλέον μαγειρικῶν πλεονεκτημάτων, ἐπαρκὴς δὲ νὰ ἀντικαταστήσῃ τὸν ἀγγλικὸν γαιάνθρακα εἰς τὴν βιομηχανίαν, εἰς τὴν ναυτιλίαν καὶ τὴν οἰκιακὴν χρῆσιν. bbox=[1001, 963, 1259, 1042]
headline-avanti-director: Ο ΔΙΕΥΘΥΝΤΗΣ ΤΟΥ «ΑΒΑΝΤΙ» ΕΙΣ ΤΟΝ ΑΡΕΙΟΝ ΠΑΓΟΝ bbox=[541, 1127, 753, 1181]
article-paragraph: ΠΑΡΙΣΙΟΙ, 18 Ἰουλίου. (Α. Π.)— Ἡ Γερμανία εἰδοποίησε τὴν Ρωσσίαν, ὅτι ἂν ἐξακολουθήσῃ ἐπιστρατευομένη, καὶ ἡ Γερμανία θὰ κινητοποιήσῃ ἐπίσης τὸν στρατόν της. bbox=[289, 480, 530, 546]
ad-subtitle: ΤΗΣ ΑΝΩΝΥΜΟΥ ΕΤΑΙΡΙΑΣ ΕΠΙΧΕΙΡΗΣΕΩΝ ΕΝ ΕΛΛΑΔΙ bbox=[1002, 926, 1258, 953]
ad-title: ΤΟ ΚΑΛΥΤΕΡΟΝ bbox=[1059, 713, 1201, 734]
price-row bbox=[1279, 466, 1567, 478]
ad-text: Θέσεις εἰς τὴν διάθεσιν τοῦ κοινοῦ ἡ ΛΑΪΚΗ ΤΡΑΠΕΖΑ. Μόνον ἀπὸ 8 μέχρι 19 Ἰουλίου ε. ἔ. bbox=[1001, 1375, 1259, 1402]
ad-math-school bbox=[1273, 490, 1573, 667]
table-header-cell: 1914 bbox=[840, 536, 865, 548]
headline-entrepreneur: ΖΗΤΕΙΤΑΙ ΕΠΙΧΕΙΡΗΜΑΤΙΑΣ bbox=[789, 1370, 960, 1386]
article-paragraph: —ΚΑΤΑΤΑΞΙΣ ΥΠΟΣΗΜΟΡΩΝ— Κατετάχθησαν διὰ Β. Διατάγματος ὡς ὑπολοχαγοὶ εἰς τὸ Ναυτικὸν οἱ ἐπιτυχόντες εἰς διαγωνισμὸν κ. κ. Τσαμπίρδουλος, Καραλάμπους, Διδελέττης, Ζαχαρίας. bbox=[40, 872, 281, 938]
